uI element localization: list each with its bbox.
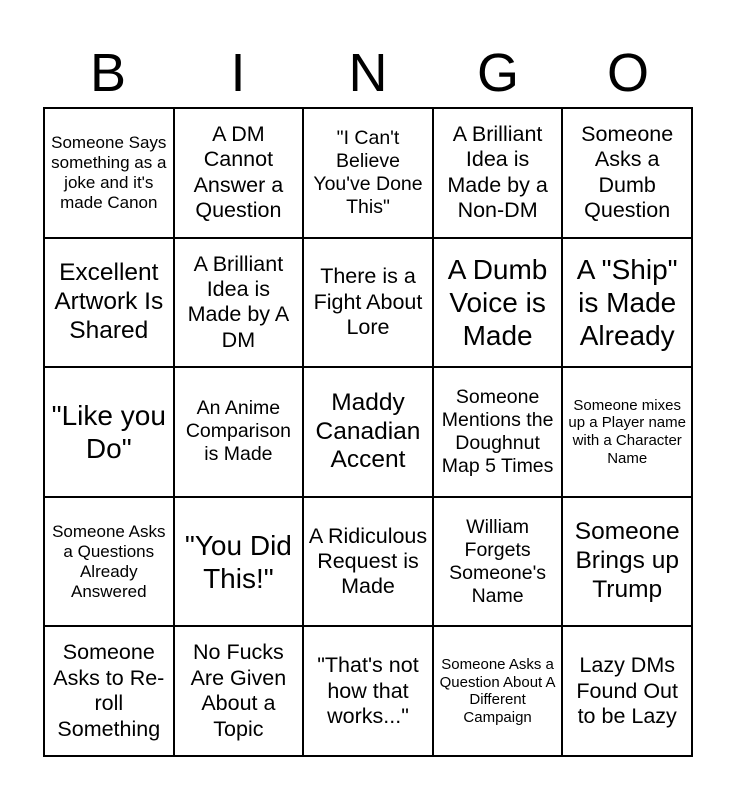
bingo-cell[interactable]: A "Ship" is Made Already bbox=[562, 238, 692, 368]
bingo-cell[interactable]: An Anime Comparison is Made bbox=[174, 367, 304, 497]
header-letter-i: I bbox=[230, 43, 246, 103]
bingo-cell[interactable]: Lazy DMs Found Out to be Lazy bbox=[562, 626, 692, 756]
header-letter-g: G bbox=[476, 43, 519, 103]
bingo-cell[interactable]: Excellent Artwork Is Shared bbox=[44, 238, 174, 368]
bingo-cell[interactable]: Someone Asks a Dumb Question bbox=[562, 108, 692, 238]
bingo-cell[interactable]: Someone Says something as a joke and it's made Canon bbox=[44, 108, 174, 238]
bingo-cell[interactable]: A Dumb Voice is Made bbox=[433, 238, 563, 368]
bingo-cell[interactable]: "Like you Do" bbox=[44, 367, 174, 497]
bingo-cell[interactable]: A Ridiculous Request is Made bbox=[303, 497, 433, 627]
bingo-cell[interactable]: "You Did This!" bbox=[174, 497, 304, 627]
bingo-cell[interactable]: Someone Asks to Re-roll Something bbox=[44, 626, 174, 756]
header-letter-n: N bbox=[348, 43, 388, 103]
bingo-cell[interactable]: Someone Brings up Trump bbox=[562, 497, 692, 627]
bingo-cell[interactable]: No Fucks Are Given About a Topic bbox=[174, 626, 304, 756]
bingo-cell[interactable]: Someone Asks a Questions Already Answered bbox=[44, 497, 174, 627]
bingo-cell[interactable]: There is a Fight About Lore bbox=[303, 238, 433, 368]
bingo-cell[interactable]: William Forgets Someone's Name bbox=[433, 497, 563, 627]
bingo-cell[interactable]: Maddy Canadian Accent bbox=[303, 367, 433, 497]
bingo-header bbox=[43, 40, 693, 106]
bingo-cell[interactable]: "That's not how that works..." bbox=[303, 626, 433, 756]
header-letter-o: O bbox=[606, 43, 649, 103]
bingo-cell[interactable]: Someone Mentions the Doughnut Map 5 Times bbox=[433, 367, 563, 497]
bingo-cell[interactable]: A Brilliant Idea is Made by A DM bbox=[174, 238, 304, 368]
bingo-grid bbox=[43, 107, 693, 757]
header-letter-b: B bbox=[89, 43, 127, 103]
bingo-cell[interactable]: A Brilliant Idea is Made by a Non-DM bbox=[433, 108, 563, 238]
bingo-cell[interactable]: Someone mixes up a Player name with a Character Name bbox=[562, 367, 692, 497]
bingo-cell[interactable]: "I Can't Believe You've Done This" bbox=[303, 108, 433, 238]
bingo-cell[interactable]: Someone Asks a Question About A Different Campaign bbox=[433, 626, 563, 756]
bingo-cell[interactable]: A DM Cannot Answer a Question bbox=[174, 108, 304, 238]
